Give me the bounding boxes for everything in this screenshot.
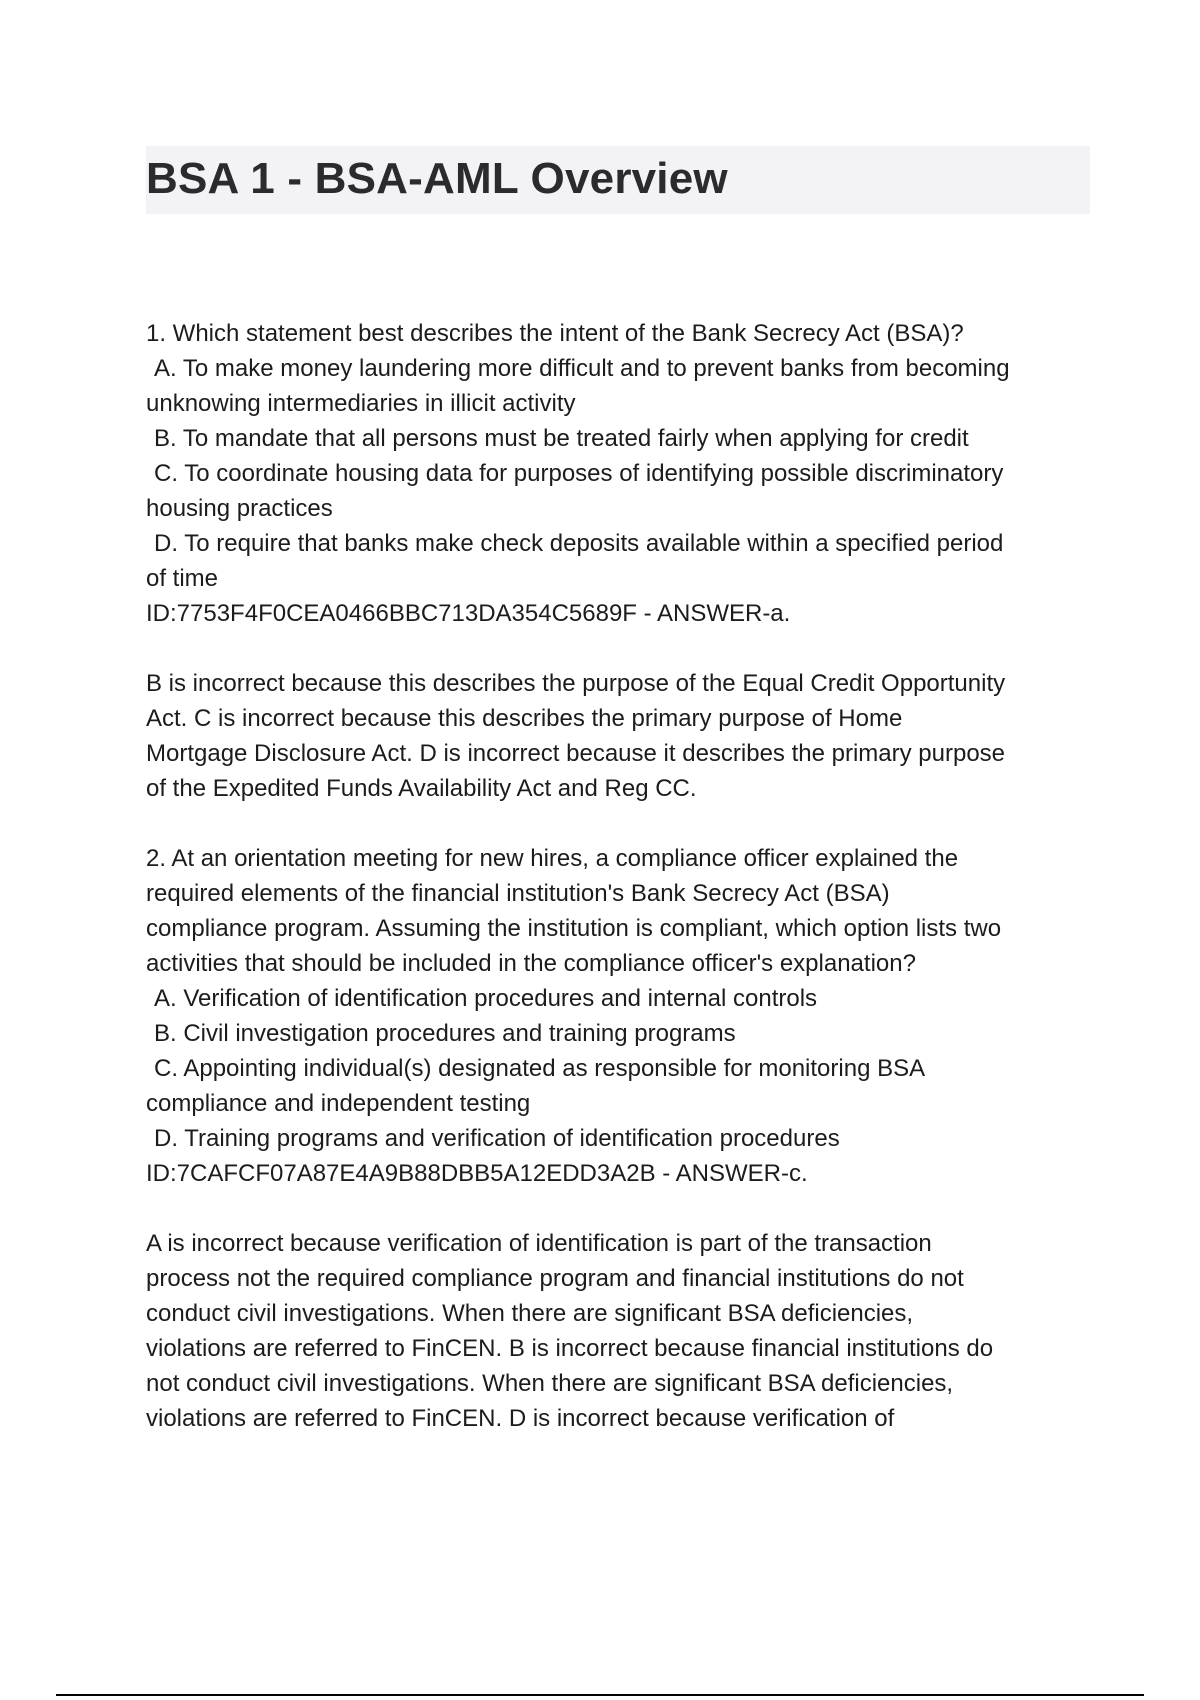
question-1-stem: 1. Which statement best describes the intent of the Bank Secrecy Act (BSA)?: [146, 320, 964, 347]
question-2-stem-continued: compliance program. Assuming the institution is compliant, which option lists two: [146, 915, 1002, 942]
question-2-option-a: A. Verification of identification procedures and internal controls: [154, 985, 818, 1012]
spacer: [146, 1191, 1096, 1226]
question-2-stem-continued: required elements of the financial institution's Bank Secrecy Act (BSA): [146, 880, 890, 907]
question-1-option-c: C. To coordinate housing data for purposes of identifying possible discriminatory: [154, 460, 1004, 487]
question-1-explanation: [146, 666, 1096, 806]
explanation-line: Mortgage Disclosure Act. D is incorrect because it describes the primary purpose: [146, 740, 1006, 767]
document-body: [146, 316, 1096, 1436]
explanation-line: violations are referred to FinCEN. B is incorrect because financial institutions do: [146, 1335, 994, 1362]
question-1-option-a-continued: unknowing intermediaries in illicit activity: [146, 390, 576, 417]
spacer: [146, 806, 1096, 841]
question-2-option-c-continued: compliance and independent testing: [146, 1090, 531, 1117]
explanation-line: conduct civil investigations. When there are significant BSA deficiencies,: [146, 1300, 914, 1327]
explanation-line: violations are referred to FinCEN. D is incorrect because verification of: [146, 1405, 895, 1432]
question-1-option-d: D. To require that banks make check deposits available within a specified period: [154, 530, 1004, 557]
question-1-answer-id: ID:7753F4F0CEA0466BBC713DA354C5689F - ANSWER-a.: [146, 600, 791, 627]
question-2-answer-id: ID:7CAFCF07A87E4A9B88DBB5A12EDD3A2B - ANSWER-c.: [146, 1160, 808, 1187]
question-2-option-d: D. Training programs and verification of identification procedures: [154, 1125, 840, 1152]
question-1-option-c-continued: housing practices: [146, 495, 333, 522]
footer-divider: [56, 1694, 1144, 1696]
question-2-explanation: [146, 1226, 1096, 1436]
spacer: [146, 631, 1096, 666]
question-2-stem-continued: activities that should be included in the compliance officer's explanation?: [146, 950, 916, 977]
page-title: BSA 1 - BSA-AML Overview: [146, 154, 728, 203]
explanation-line: of the Expedited Funds Availability Act and Reg CC.: [146, 775, 697, 802]
explanation-line: process not the required compliance program and financial institutions do not: [146, 1265, 964, 1292]
question-2: [146, 841, 1096, 1436]
explanation-line: Act. C is incorrect because this describes the primary purpose of Home: [146, 705, 903, 732]
explanation-line: A is incorrect because verification of identification is part of the transaction: [146, 1230, 932, 1257]
question-1-option-b: B. To mandate that all persons must be treated fairly when applying for credit: [154, 425, 969, 452]
question-1: [146, 316, 1096, 806]
question-1-option-d-continued: of time: [146, 565, 219, 592]
question-2-stem: 2. At an orientation meeting for new hires, a compliance officer explained the: [146, 845, 959, 872]
explanation-line: not conduct civil investigations. When there are significant BSA deficiencies,: [146, 1370, 954, 1397]
question-2-option-c: C. Appointing individual(s) designated as responsible for monitoring BSA: [154, 1055, 926, 1082]
question-2-option-b: B. Civil investigation procedures and training programs: [154, 1020, 736, 1047]
explanation-line: B is incorrect because this describes the purpose of the Equal Credit Opportunity: [146, 670, 1006, 697]
question-1-option-a: A. To make money laundering more difficult and to prevent banks from becoming: [154, 355, 1010, 382]
title-banner: [146, 146, 1090, 214]
